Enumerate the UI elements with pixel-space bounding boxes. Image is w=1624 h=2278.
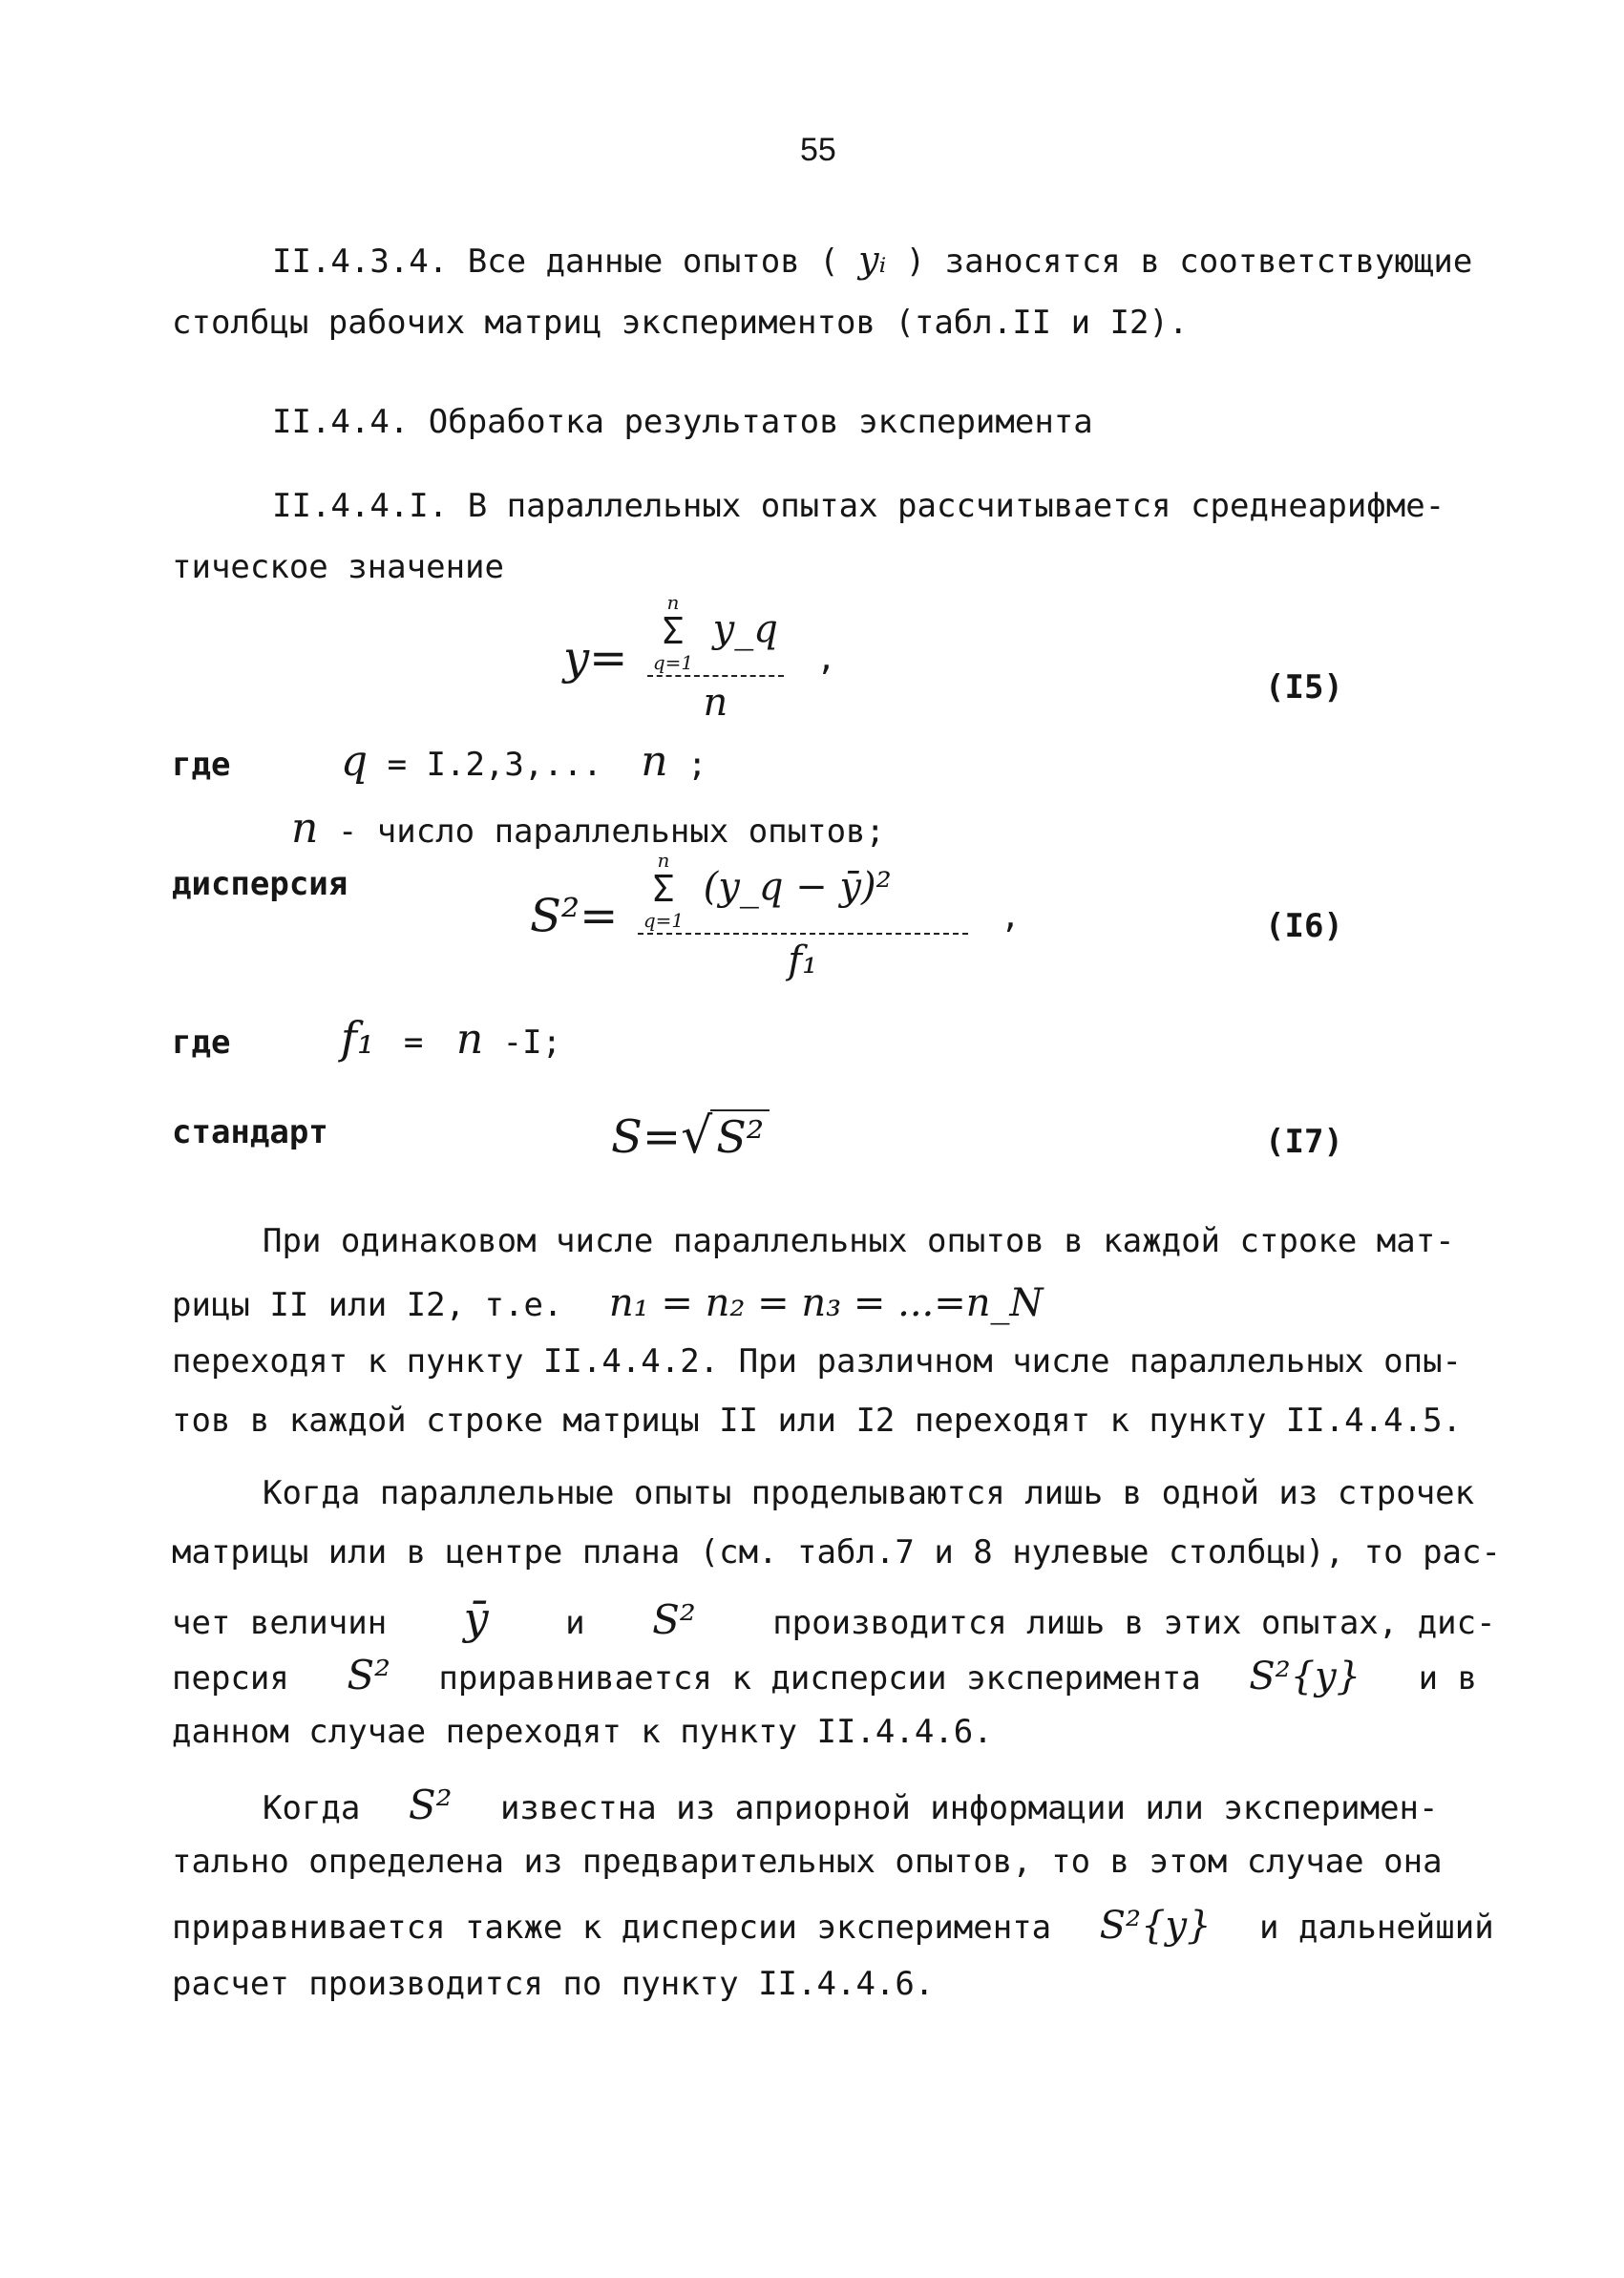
p4-line3-b: производится лишь в этих опытах, дис- (772, 1604, 1496, 1642)
where-label: где (172, 746, 231, 784)
eq15-tail: , (816, 639, 836, 678)
p1-text-b: ) заносятся в соответствующие (905, 243, 1473, 281)
p5-line1-b: известна из априорной информации или эксперимен- (499, 1789, 1439, 1827)
var-n-3: n (455, 1015, 484, 1064)
paragraph-1-line-2: столбцы рабочих матриц экспериментов (табл.II и I2). (172, 304, 1189, 342)
where-q-end: ; (687, 746, 707, 784)
paragraph-3-line-3: переходят к пункту II.4.4.2. При различном числе параллельных опы- (172, 1342, 1463, 1381)
where-f1-line (172, 1012, 561, 1064)
page-number: 55 (800, 132, 836, 168)
paragraph-3-line-2 (172, 1281, 1044, 1325)
var-n: n (641, 737, 668, 786)
p3-equal-runs-formula: n₁ = n₂ = n₃ = ...=n_N (608, 1281, 1044, 1325)
eq16-sum-bottom: q=1 (643, 909, 685, 932)
paragraph-5-line-2: тально определена из предварительных опытов, то в этом случае она (172, 1843, 1443, 1881)
var-s2-y-2: S²{y} (1099, 1904, 1212, 1948)
paragraph-4-line-2: матрицы или в центре плана (см. табл.7 и 8 нулевые столбцы), то рас- (172, 1533, 1501, 1571)
standard-label: стандарт (172, 1113, 328, 1151)
eq16-lhs: S²= (530, 889, 619, 943)
where-n-line (291, 804, 885, 853)
var-s2-c: S² (408, 1782, 453, 1828)
eq15-sum-symbol: Σ (662, 610, 685, 652)
eq15-fraction (647, 592, 784, 725)
eq16-fraction (638, 850, 968, 982)
eq16-sum-top: n (657, 849, 670, 872)
where-f1-rhs: -I; (502, 1023, 562, 1062)
paragraph-4-line-1: Когда параллельные опыты проделываются лишь в одной из строчек (263, 1474, 1475, 1512)
p5-line1-a: Когда (263, 1789, 361, 1827)
where-n-text: - число параллельных опытов; (337, 812, 885, 851)
p4-line4-c: и в (1418, 1659, 1478, 1698)
p1-text-a: II.4.3.4. Все данные опытов ( (272, 243, 839, 281)
equation-17-number: (I7) (1265, 1123, 1343, 1161)
equation-16-number: (I6) (1265, 907, 1343, 945)
eq15-lhs: y= (563, 631, 628, 686)
equation-17 (611, 1107, 770, 1165)
paragraph-4-line-3 (172, 1592, 1496, 1644)
var-y-i: yᵢ (858, 239, 887, 281)
paragraph-4-line-5: данном случае переходят к пункту II.4.4.6. (172, 1713, 993, 1751)
p4-line3-a: чет величин (172, 1604, 388, 1642)
var-y-bar: ȳ (463, 1592, 489, 1644)
equation-15 (563, 592, 836, 725)
eq15-denominator: n (703, 681, 728, 725)
p5-line3-a: приравнивается также к дисперсии эксперимента (172, 1909, 1052, 1947)
p4-line3-and: и (565, 1604, 585, 1642)
sqrt-sign-icon: √ (681, 1107, 713, 1165)
paragraph-5-line-3 (172, 1904, 1494, 1948)
eq16-sum-symbol: Σ (652, 868, 675, 910)
eq16-tail: , (1001, 896, 1021, 936)
var-n-2: n (291, 804, 319, 853)
paragraph-2-line-1: II.4.4.I. В параллельных опытах рассчитывается среднеарифме- (272, 487, 1445, 525)
paragraph-2-line-2: тическое значение (172, 548, 504, 586)
where-label-2: где (172, 1023, 231, 1062)
section-heading: II.4.4. Обработка результатов эксперимента (272, 403, 1093, 441)
dispersion-label: дисперсия (172, 865, 348, 903)
equation-16 (530, 850, 1021, 982)
paragraph-1-line-1 (272, 239, 1472, 281)
paragraph-3-line-4: тов в каждой строке матрицы II или I2 переходят к пункту II.4.4.5. (172, 1402, 1463, 1440)
eq15-sum-top: n (666, 591, 680, 614)
p3-line2-text: рицы II или I2, т.е. (172, 1286, 563, 1324)
var-f1: f₁ (340, 1012, 375, 1064)
var-s2-b: S² (347, 1652, 390, 1698)
eq16-numerator-expr: (y_q − ȳ)² (703, 865, 892, 909)
paragraph-3-line-1: При одинаковом числе параллельных опытов в каждой строке мат- (263, 1222, 1455, 1260)
eq15-sum (653, 592, 693, 673)
where-q-range: = I.2,3,... (387, 746, 602, 784)
paragraph-5-line-4: расчет производится по пункту II.4.4.6. (172, 1965, 935, 2003)
eq16-denominator: f₁ (788, 939, 818, 982)
p4-line4-a: персия (172, 1659, 289, 1698)
eq16-sum (643, 850, 684, 931)
equation-15-number: (I5) (1265, 668, 1343, 707)
eq15-sum-bottom: q=1 (652, 651, 694, 674)
eq17-radicand: S² (710, 1109, 770, 1163)
p4-line4-b: приравнивается к дисперсии эксперимента (438, 1659, 1201, 1698)
var-s2-y: S²{y} (1249, 1655, 1361, 1698)
paragraph-4-line-4 (172, 1652, 1477, 1698)
where-f1-eq: = (403, 1023, 424, 1062)
p5-line3-b: и дальнейший (1259, 1909, 1494, 1947)
paragraph-5-line-1 (263, 1782, 1438, 1828)
eq17-lhs: S= (611, 1110, 682, 1164)
var-s2: S² (652, 1596, 696, 1643)
where-q-line (172, 737, 707, 786)
eq15-numerator-var: y_q (712, 607, 778, 651)
var-q: q (340, 737, 369, 786)
